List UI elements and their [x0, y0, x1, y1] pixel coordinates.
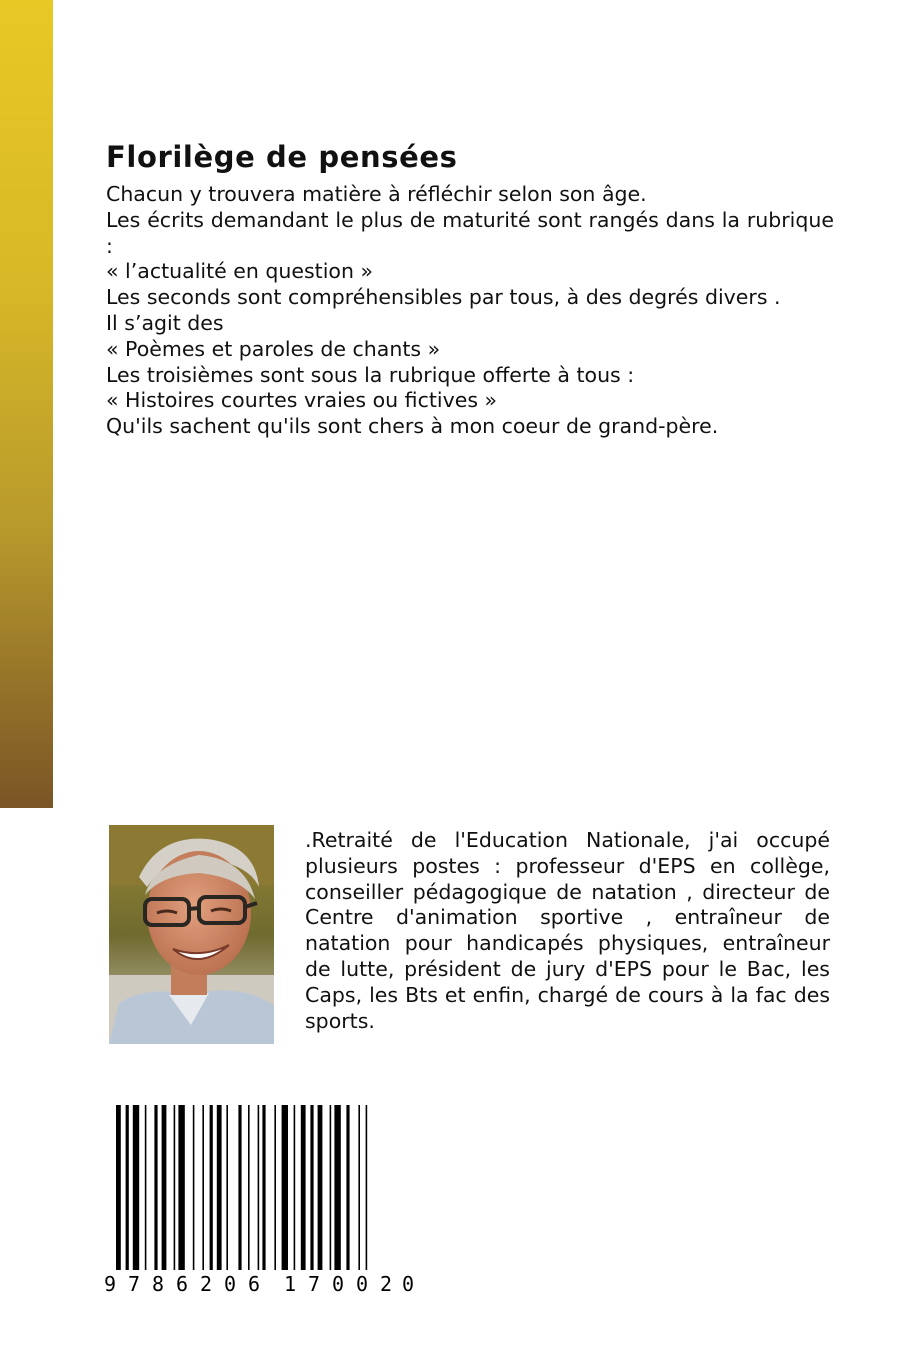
- barcode-digit: 0: [355, 1272, 369, 1296]
- barcode-digit: 6: [247, 1272, 261, 1296]
- barcode-bar: [210, 1105, 213, 1270]
- book-title: Florilège de pensées: [106, 140, 458, 174]
- barcode-digit: 1: [283, 1272, 297, 1296]
- barcode-bar: [262, 1105, 265, 1270]
- barcode-bar: [154, 1105, 157, 1270]
- blurb-line: Il s’agit des: [106, 310, 224, 335]
- barcode-bar: [366, 1105, 368, 1270]
- barcode-bar: [226, 1105, 228, 1270]
- barcode-bar: [346, 1105, 349, 1270]
- barcode-bar: [217, 1105, 222, 1270]
- barcode-bar: [126, 1105, 129, 1270]
- blurb-line: « Poèmes et paroles de chants »: [106, 336, 441, 361]
- barcode-digit: 0: [331, 1272, 345, 1296]
- barcode-digit: 9: [104, 1272, 117, 1296]
- barcode-bar: [238, 1105, 241, 1270]
- side-color-band: [0, 0, 53, 808]
- barcode-bar: [318, 1105, 323, 1270]
- barcode-bar: [162, 1105, 167, 1270]
- book-blurb: [106, 182, 834, 440]
- barcode-bar: [116, 1105, 121, 1270]
- author-bio: .Retraité de l'Education Nationale, j'ai occupé plusieurs postes : professeur d'EPS en collège, conseiller pédagogique de natation , directeur de Centre d'animation sportive , entraîneur de natation pour handicapés physiques, entraîneur de lutte, président de jury d'EPS pour le Bac, les Caps, les Bts et enfin, chargé de cours à la fac des sports.: [305, 828, 830, 1033]
- barcode-bar: [334, 1105, 340, 1270]
- barcode-bar: [202, 1105, 204, 1270]
- barcode-bar: [282, 1105, 288, 1270]
- blurb-line: Qu'ils sachent qu'ils sont chers à mon coeur de grand-père.: [106, 414, 719, 439]
- barcode-digit: 2: [199, 1272, 213, 1296]
- blurb-line: Chacun y trouvera matière à réfléchir selon son âge.: [106, 182, 647, 206]
- barcode-bar: [258, 1105, 260, 1270]
- blurb-line: Les troisièmes sont sous la rubrique offerte à tous :: [106, 362, 635, 387]
- author-portrait-illustration: [109, 825, 274, 1044]
- barcode-digit: 6: [175, 1272, 189, 1296]
- barcode-digit: 8: [151, 1272, 165, 1296]
- barcode-bar: [301, 1105, 306, 1270]
- barcode-digit: 0: [401, 1272, 415, 1296]
- barcode-digit: 7: [307, 1272, 321, 1296]
- barcode-bar: [193, 1105, 195, 1270]
- blurb-line: Les seconds sont compréhensibles par tous, à des degrés divers .: [106, 285, 781, 310]
- barcode-bar: [294, 1105, 296, 1270]
- author-photo: [109, 825, 274, 1044]
- barcode-bar: [145, 1105, 147, 1270]
- barcode-digit: 7: [127, 1272, 141, 1296]
- barcode-bar: [174, 1105, 176, 1270]
- barcode-bar: [358, 1105, 360, 1270]
- barcode-digit: 2: [379, 1272, 393, 1296]
- barcode-bar: [248, 1105, 250, 1270]
- barcode-digit: 0: [223, 1272, 237, 1296]
- barcode-bar: [133, 1105, 139, 1270]
- barcode-bar: [310, 1105, 313, 1270]
- barcode-bar: [178, 1105, 184, 1270]
- barcode-bar: [274, 1105, 276, 1270]
- isbn-barcode: [104, 1105, 418, 1297]
- blurb-line: Les écrits demandant le plus de maturité sont rangés dans la rubrique :: [106, 207, 834, 258]
- blurb-line: « l’actualité en question »: [106, 259, 374, 284]
- blurb-line: « Histoires courtes vraies ou fictives »: [106, 388, 498, 413]
- barcode-bar: [330, 1105, 332, 1270]
